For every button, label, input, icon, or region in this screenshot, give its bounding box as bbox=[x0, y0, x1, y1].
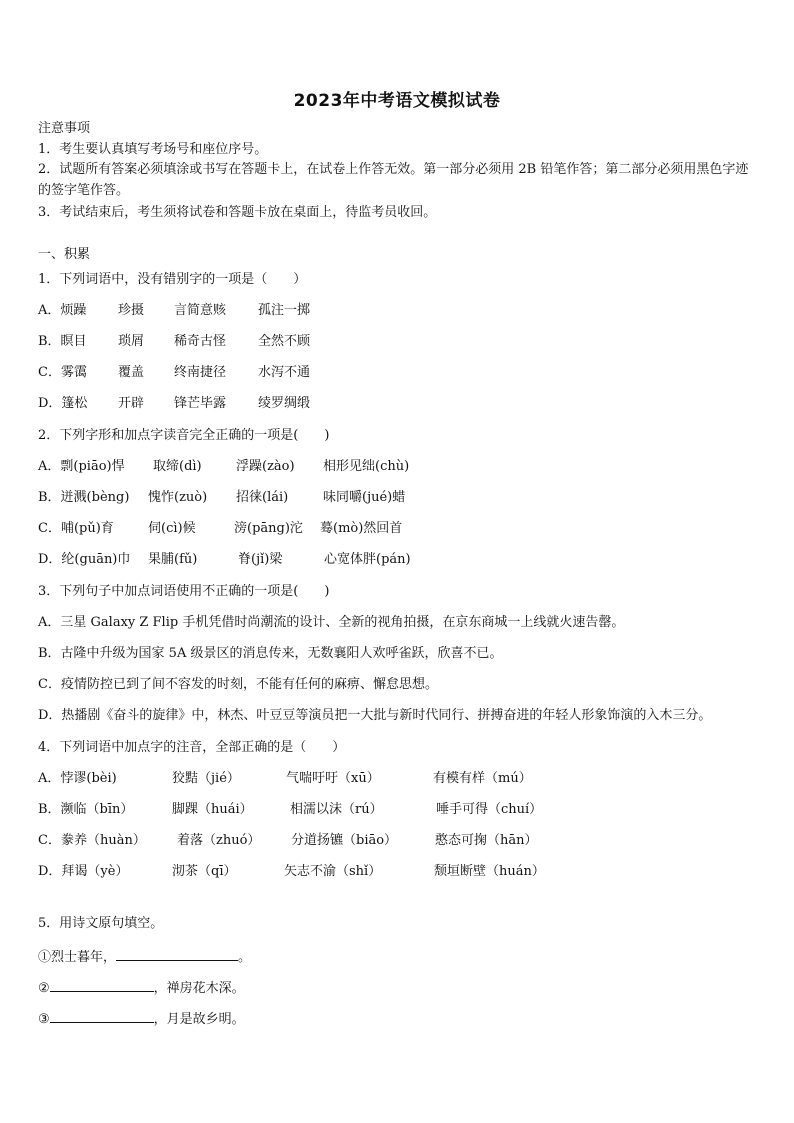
notice-item-1: 1．考生要认真填写考场号和座位序号。 bbox=[38, 142, 268, 157]
option-word: 终南捷径 bbox=[174, 365, 227, 380]
fill-blank-3 bbox=[38, 1010, 245, 1028]
option-word: 颓垣断壁（huán） bbox=[434, 864, 545, 879]
fill-suffix: ，月是故乡明。 bbox=[153, 1012, 245, 1027]
fill-prefix: ③ bbox=[38, 1012, 50, 1027]
option-word: 矢志不渝（shǐ） bbox=[284, 864, 382, 879]
option-word: C．哺(pǔ)育 bbox=[38, 521, 114, 536]
option-word: A．悖谬(bèi) bbox=[38, 771, 117, 786]
notice-heading: 注意事项 bbox=[38, 121, 91, 136]
question-5-stem: 5．用诗文原句填空。 bbox=[38, 916, 164, 931]
option-word: A．剽(piāo)悍 bbox=[38, 459, 125, 474]
option-word: 覆盖 bbox=[118, 365, 145, 380]
section-heading: 一、积累 bbox=[38, 247, 91, 262]
option-word: 气喘吁吁（xū） bbox=[286, 771, 380, 786]
fill-blank-1 bbox=[38, 948, 251, 966]
option-word: 水泻不通 bbox=[258, 365, 311, 380]
option-word: 憨态可掬（hān） bbox=[435, 833, 538, 848]
question-3-option-c: C．疫情防控已到了间不容发的时刻，不能有任何的麻痹、懈怠思想。 bbox=[38, 677, 438, 692]
option-word: C．豢养（huàn） bbox=[38, 833, 146, 848]
option-word: D．拜谒（yè） bbox=[38, 864, 129, 879]
option-word: C．雾霭 bbox=[38, 365, 87, 380]
question-3-option-d: D．热播剧《奋斗的旋律》中，林杰、叶豆豆等演员把一大批与新时代同行、拼搏奋进的年轻人形象饰演的入木三分。 bbox=[38, 708, 712, 723]
question-2-stem: 2．下列字形和加点字读音完全正确的一项是( ) bbox=[38, 428, 330, 443]
option-word: D．纶(guān)巾 bbox=[38, 552, 131, 567]
question-3-option-a: A．三星 Galaxy Z Flip 手机凭借时尚潮流的设计、全新的视角拍摄，在京东商城一上线就火速告罄。 bbox=[38, 615, 625, 630]
option-word: 绫罗绸缎 bbox=[258, 396, 311, 411]
option-word: 唾手可得（chuí） bbox=[436, 802, 543, 817]
fill-prefix: ② bbox=[38, 981, 50, 996]
answer-blank[interactable] bbox=[50, 1010, 154, 1023]
option-word: 招徕(lái) bbox=[236, 490, 289, 505]
option-word: 相形见绌(chù) bbox=[323, 459, 410, 474]
option-word: 有模有样（mú） bbox=[433, 771, 532, 786]
option-word: 言简意赅 bbox=[174, 303, 227, 318]
option-word: 稀奇古怪 bbox=[174, 334, 227, 349]
fill-suffix: ，禅房花木深。 bbox=[153, 981, 245, 996]
option-word: 愧怍(zuò) bbox=[148, 490, 208, 505]
fill-suffix: 。 bbox=[238, 950, 252, 965]
option-word: 相濡以沫（rú） bbox=[290, 802, 383, 817]
option-word: D．篷松 bbox=[38, 396, 88, 411]
option-word: 着落（zhuó） bbox=[177, 833, 261, 848]
notice-item-3: 3．考试结束后，考生须将试卷和答题卡放在桌面上，待监考员收回。 bbox=[38, 205, 437, 220]
option-word: 狡黠（jié） bbox=[172, 771, 240, 786]
page-title: 2023年中考语文模拟试卷 bbox=[293, 91, 501, 111]
option-word: 琐屑 bbox=[118, 334, 145, 349]
option-word: B．濒临（bīn） bbox=[38, 802, 134, 817]
option-word: 脚踝（huái） bbox=[172, 802, 253, 817]
option-word: B．迸溅(bèng) bbox=[38, 490, 130, 505]
option-word: 取缔(dì) bbox=[153, 459, 202, 474]
option-word: 果脯(fǔ) bbox=[148, 552, 198, 567]
fill-blank-2 bbox=[38, 979, 245, 997]
option-word: 浮躁(zào) bbox=[236, 459, 295, 474]
option-word: 开辟 bbox=[118, 396, 145, 411]
question-3-stem: 3．下列句子中加点词语使用不正确的一项是( ) bbox=[38, 584, 330, 599]
answer-blank[interactable] bbox=[116, 948, 238, 961]
notice-item-2: 2．试题所有答案必须填涂或书写在答题卡上，在试卷上作答无效。第一部分必须用 2B 铅笔作答；第二部分必须用黑色字迹的签字笔作答。 bbox=[38, 162, 749, 198]
option-word: 珍摄 bbox=[118, 303, 145, 318]
option-word: 蓦(mò)然回首 bbox=[320, 521, 403, 536]
option-word: 脊(jǐ)梁 bbox=[238, 552, 283, 567]
option-word: B．瞑目 bbox=[38, 334, 87, 349]
option-word: 味同嚼(jué)蜡 bbox=[323, 490, 406, 505]
option-word: 全然不顾 bbox=[258, 334, 311, 349]
fill-prefix: ①烈士暮年， bbox=[38, 950, 117, 965]
option-word: 沏茶（qī） bbox=[172, 864, 237, 879]
question-1-stem: 1．下列词语中，没有错别字的一项是（ ） bbox=[38, 272, 307, 287]
option-word: A．烦躁 bbox=[38, 303, 87, 318]
option-word: 滂(pāng)沱 bbox=[234, 521, 303, 536]
option-word: 心宽体胖(pán) bbox=[324, 552, 411, 567]
option-word: 分道扬镳（biāo） bbox=[291, 833, 398, 848]
option-word: 孤注一掷 bbox=[258, 303, 311, 318]
option-word: 锋芒毕露 bbox=[174, 396, 227, 411]
question-3-option-b: B．古隆中升级为国家 5A 级景区的消息传来，无数襄阳人欢呼雀跃，欣喜不已。 bbox=[38, 646, 503, 661]
answer-blank[interactable] bbox=[50, 979, 154, 992]
question-4-stem: 4．下列词语中加点字的注音，全部正确的是（ ） bbox=[38, 740, 346, 755]
option-word: 伺(cì)候 bbox=[148, 521, 196, 536]
